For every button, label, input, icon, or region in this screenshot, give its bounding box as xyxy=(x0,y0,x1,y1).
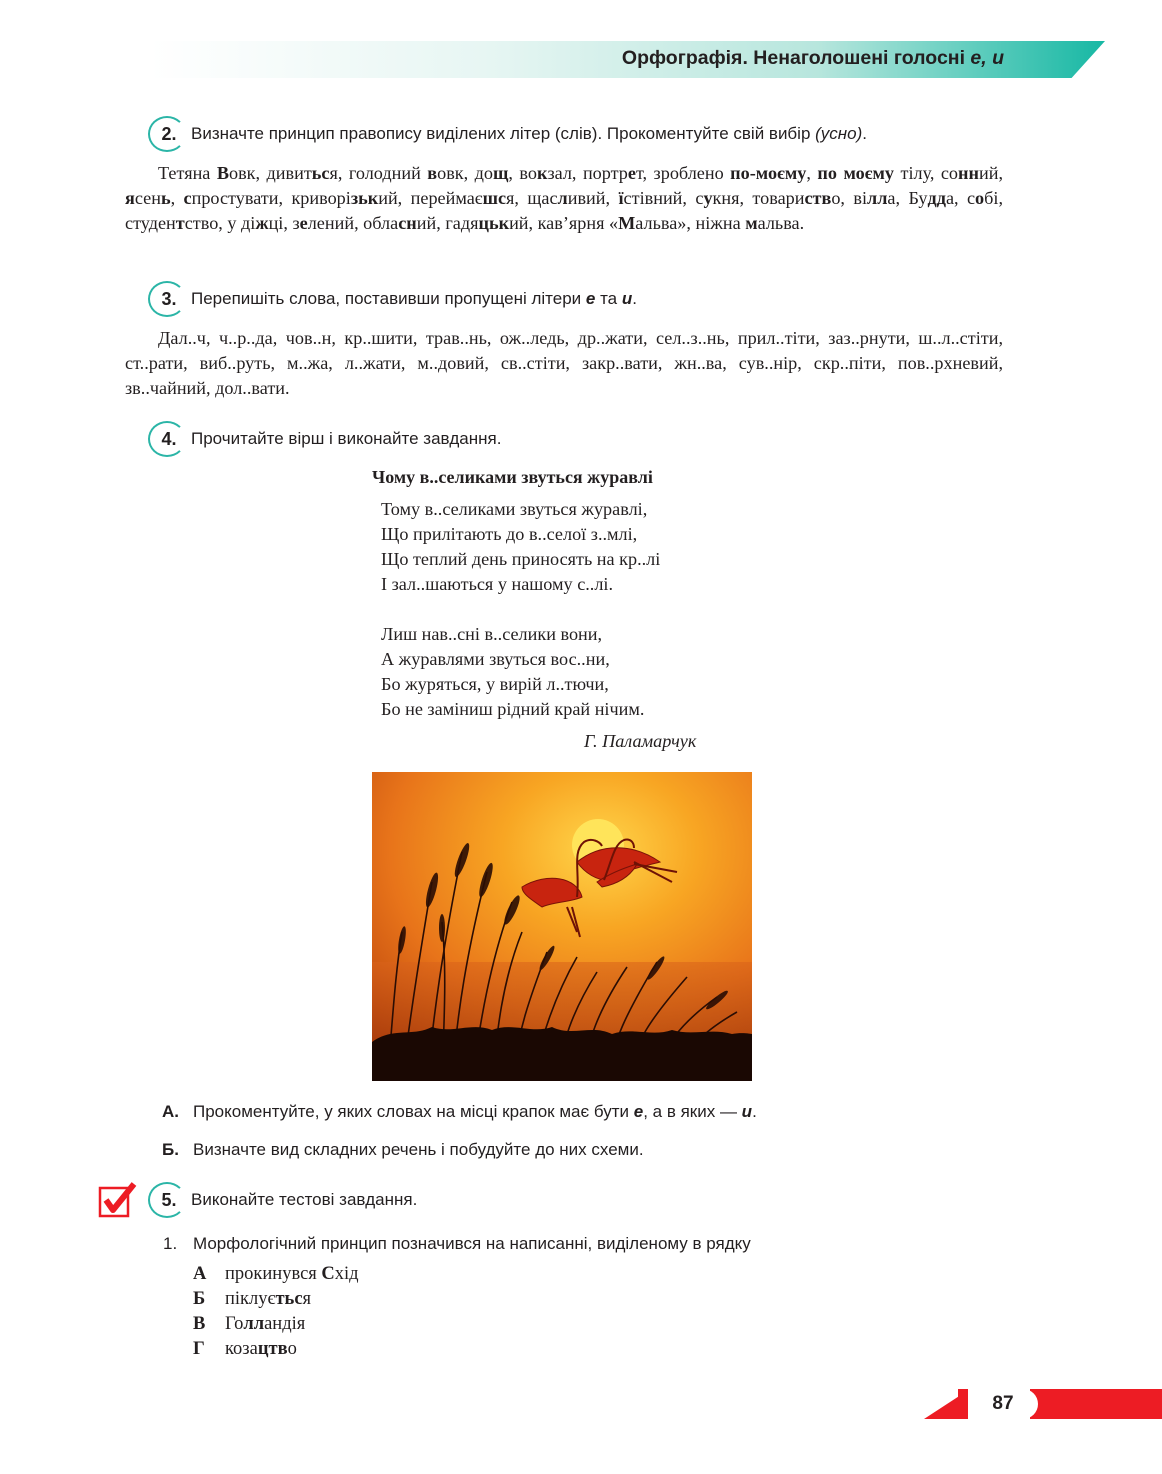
poem-line: Лиш нав..сні в..селики вони, xyxy=(381,624,603,644)
test-question: 1. Морфологічний принцип позначився на написанні, виділеному в рядку xyxy=(163,1234,751,1253)
poem-stanza-1 xyxy=(381,497,660,597)
answer-option[interactable]: Б піклується xyxy=(193,1289,312,1309)
task-2-header xyxy=(148,116,867,152)
task-instruction: Прочитайте вірш і виконайте завдання. xyxy=(191,429,502,448)
task-4-header xyxy=(148,421,501,457)
task-number: 2. xyxy=(148,116,186,152)
task-instruction: Визначте принцип правопису виділених літер (слів). Прокоментуйте свій вибір (усно). xyxy=(191,124,868,143)
task-number: 4. xyxy=(148,421,186,457)
footer-bar xyxy=(1030,1389,1162,1419)
poem-line: А журавлями звуться вос..ни, xyxy=(381,649,610,669)
poem-author: Г. Паламарчук xyxy=(584,731,697,751)
answer-option[interactable]: Г козацтво xyxy=(193,1339,297,1359)
sunset-cranes-photo xyxy=(372,772,752,1081)
subtask-a: А. Прокоментуйте, у яких словах на місці крапок має бути е, а в яких — и. xyxy=(162,1102,757,1121)
poem-line: Що прилітають до в..селої з..млі, xyxy=(381,524,638,544)
poem-line: Бо журяться, у вирій л..тючи, xyxy=(381,674,609,694)
task-3-text: Дал..ч, ч..р..да, чов..н, кр..шити, трав..нь, ож..ледь, др..жати, сел..з..нь, прил..тіти, заз..рнути, ш..л..стіти, ст..рати, виб..руть, м..жа, л..жати, м..довий, св..стіти, закр..вати, жн..ва, сув..нір, скр..піти, пов..рхневий, зв..чайний, дол..вати. xyxy=(125,328,1003,398)
task-5-header xyxy=(148,1182,417,1218)
subtask-marker: Б. xyxy=(162,1140,179,1159)
task-instruction: Перепишіть слова, поставивши пропущені літери е та и. xyxy=(191,289,637,308)
subtask-marker: А. xyxy=(162,1102,179,1121)
answer-option[interactable]: А прокинувся Схід xyxy=(193,1264,359,1284)
task-number: 5. xyxy=(148,1182,186,1218)
poem-line: Що теплий день приносять на кр..лі xyxy=(381,549,661,569)
task-instruction: Виконайте тестові завдання. xyxy=(191,1190,418,1209)
poem-line: І зал..шаються у нашому с..лі. xyxy=(381,574,614,594)
task-number: 3. xyxy=(148,281,186,317)
poem-line: Тому в..селиками звуться журавлі, xyxy=(381,499,648,519)
page-title: Орфографія. Ненаголошені голосні е, и xyxy=(621,47,1004,69)
question-number: 1. xyxy=(163,1234,178,1253)
poem-line: Бо не заміниш рідний край нічим. xyxy=(381,699,645,719)
task-2-text: Тетяна Вовк, дивиться, голодний вовк, дощ, вокзал, портрет, зроблено по-моєму, по моєму тілу, сонний, ясень, спростувати, криворізький, переймаєшся, щасливий, їстівний, сукня, товариство, вілла, Будда, собі, студентство, у діжці, зелений, обласний, гадяцький, кав’ярня «Мальва», ніжна мальва. xyxy=(125,163,1004,233)
task-3-header xyxy=(148,281,637,317)
subtask-b: Б. Визначте вид складних речень і побудуйте до них схеми. xyxy=(162,1140,644,1159)
answer-option[interactable]: В Голландія xyxy=(193,1314,306,1334)
poem-stanza-2 xyxy=(381,622,644,722)
page-number: 87 xyxy=(968,1389,1038,1419)
red-checkmark-icon xyxy=(98,1182,138,1218)
poem-title: Чому в..селиками звуться журавлі xyxy=(372,467,653,487)
